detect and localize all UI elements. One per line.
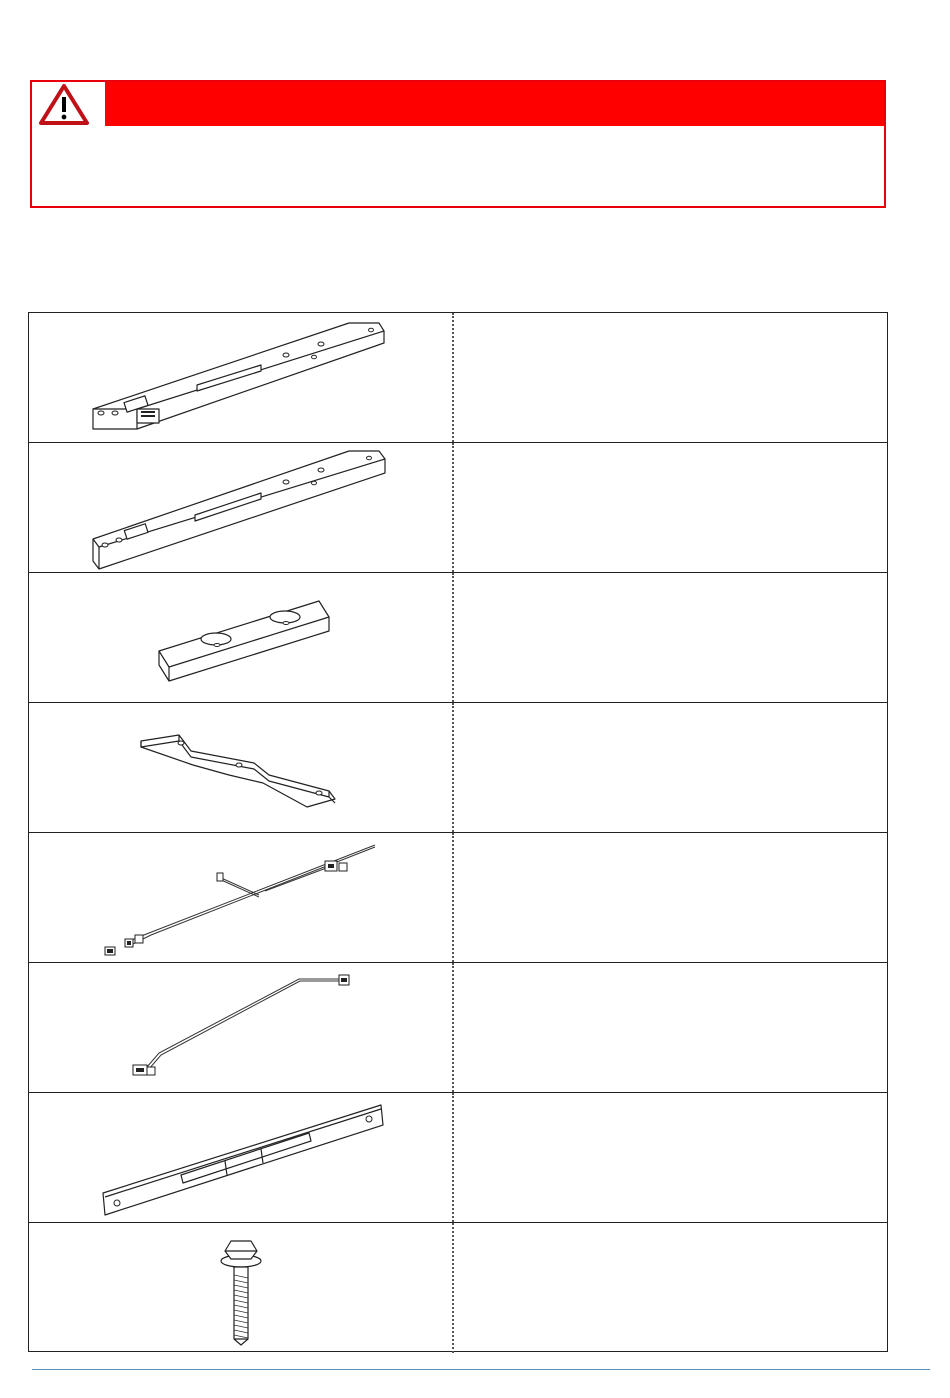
parts-table (28, 312, 888, 1352)
table-row (29, 703, 887, 833)
part-description (459, 443, 887, 572)
part-image-cell (29, 313, 452, 442)
column-divider (452, 1223, 454, 1353)
warning-triangle-icon (32, 82, 105, 126)
column-divider (452, 573, 454, 702)
part-image-cell (29, 1223, 452, 1353)
table-row (29, 1223, 887, 1353)
part-description (459, 703, 887, 832)
column-divider (452, 833, 454, 962)
part-description (459, 833, 887, 962)
column-divider (452, 1093, 454, 1222)
part-description (459, 313, 887, 442)
spacer-block-icon (29, 573, 452, 703)
warning-header-bar (105, 82, 884, 126)
table-row (29, 313, 887, 443)
part-description (459, 1093, 887, 1222)
footer-divider (32, 1369, 930, 1370)
cable-icon (29, 963, 452, 1093)
part-image-cell (29, 963, 452, 1092)
part-description (459, 573, 887, 702)
column-divider (452, 443, 454, 572)
warning-icon-cell (32, 82, 105, 126)
part-image-cell (29, 833, 452, 962)
part-description (459, 963, 887, 1092)
warning-box (30, 80, 886, 208)
table-row (29, 443, 887, 573)
part-image-cell (29, 443, 452, 572)
wire-harness-icon (29, 833, 452, 963)
table-row (29, 1093, 887, 1223)
strike-plate-long-icon (29, 313, 452, 443)
table-row (29, 833, 887, 963)
table-row (29, 963, 887, 1093)
screw-icon (29, 1223, 452, 1353)
strike-plate-icon (29, 443, 452, 573)
part-image-cell (29, 1093, 452, 1222)
cover-strip-icon (29, 1093, 452, 1223)
shim-plate-icon (29, 703, 452, 833)
table-row (29, 573, 887, 703)
column-divider (452, 963, 454, 1092)
part-description (459, 1223, 887, 1353)
column-divider (452, 313, 454, 442)
column-divider (452, 703, 454, 832)
part-image-cell (29, 573, 452, 702)
part-image-cell (29, 703, 452, 832)
